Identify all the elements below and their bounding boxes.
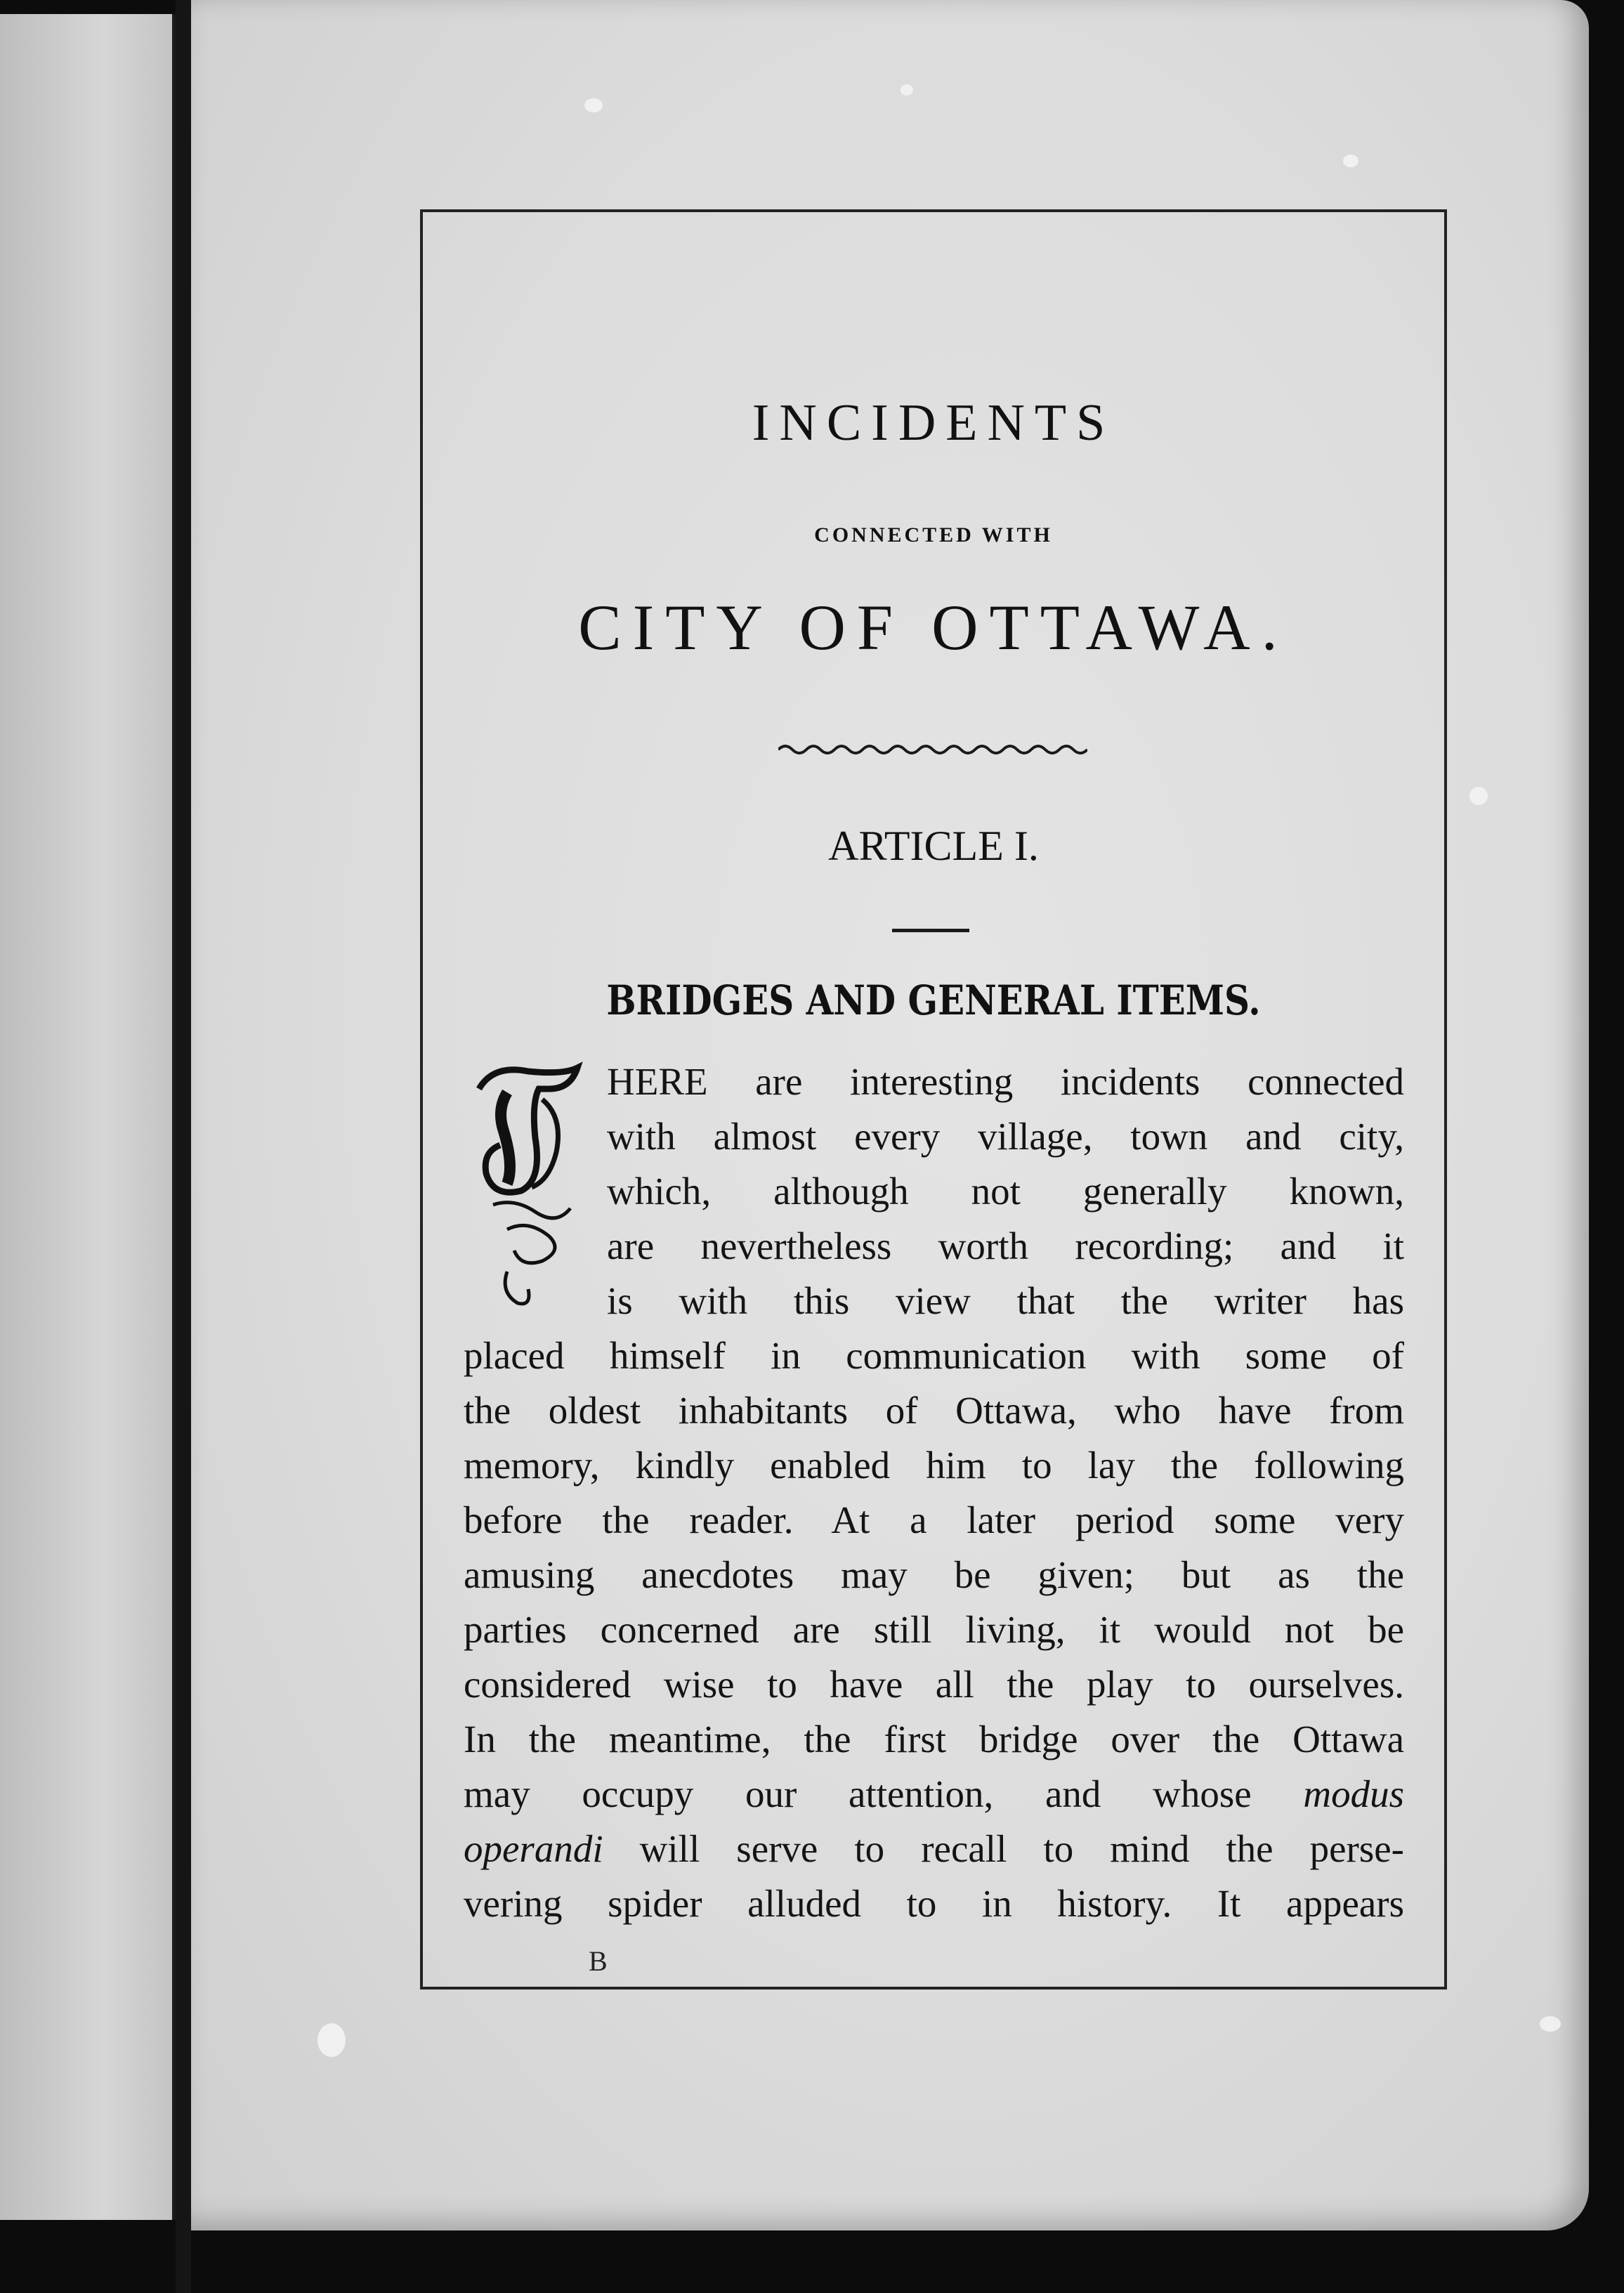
facing-page [0, 14, 176, 2220]
connected-with-label: CONNECTED WITH [814, 523, 1053, 547]
body-line: HERE are interesting incidents connected [607, 1060, 1404, 1103]
body-line-with-italic [464, 1772, 1404, 1816]
body-line: are nevertheless worth recording; and it [607, 1224, 1404, 1267]
signature-mark: B [589, 1945, 608, 1977]
body-line: memory, kindly enabled him to lay the following [464, 1444, 1404, 1487]
section-heading: BRIDGES AND GENERAL ITEMS. [606, 976, 1261, 1024]
body-line: the oldest inhabitants of Ottawa, who have from [464, 1389, 1404, 1432]
body-line-text: will serve to recall to mind the perse- [639, 1827, 1404, 1870]
body-line: parties concerned are still living, it would not be [464, 1608, 1404, 1651]
body-line: amusing anecdotes may be given; but as the [464, 1553, 1404, 1596]
body-line: considered wise to have all the play to ourselves. [464, 1663, 1404, 1706]
page-title: INCIDENTS [752, 394, 1115, 452]
italic-phrase: modus [1303, 1772, 1404, 1815]
body-line: with almost every village, town and city, [607, 1115, 1404, 1158]
body-line: vering spider alluded to in history. It appears [464, 1882, 1404, 1925]
body-line: which, although not generally known, [607, 1170, 1404, 1213]
italic-phrase: operandi [464, 1827, 603, 1870]
city-title: CITY OF OTTAWA. [578, 592, 1289, 663]
body-line: before the reader. At a later period some very [464, 1498, 1404, 1541]
drop-cap-ornament [465, 1061, 586, 1310]
article-number: ARTICLE I. [828, 823, 1039, 869]
wave-ornament [778, 739, 1087, 760]
body-line-text: may occupy our attention, and whose [464, 1772, 1252, 1815]
book-spine [176, 0, 191, 2293]
body-line: is with this view that the writer has [607, 1279, 1404, 1322]
short-rule [892, 929, 969, 932]
body-line: In the meantime, the first bridge over the Ottawa [464, 1718, 1404, 1760]
body-line: placed himself in communication with some of [464, 1334, 1404, 1377]
body-line-with-italic [464, 1827, 1404, 1871]
